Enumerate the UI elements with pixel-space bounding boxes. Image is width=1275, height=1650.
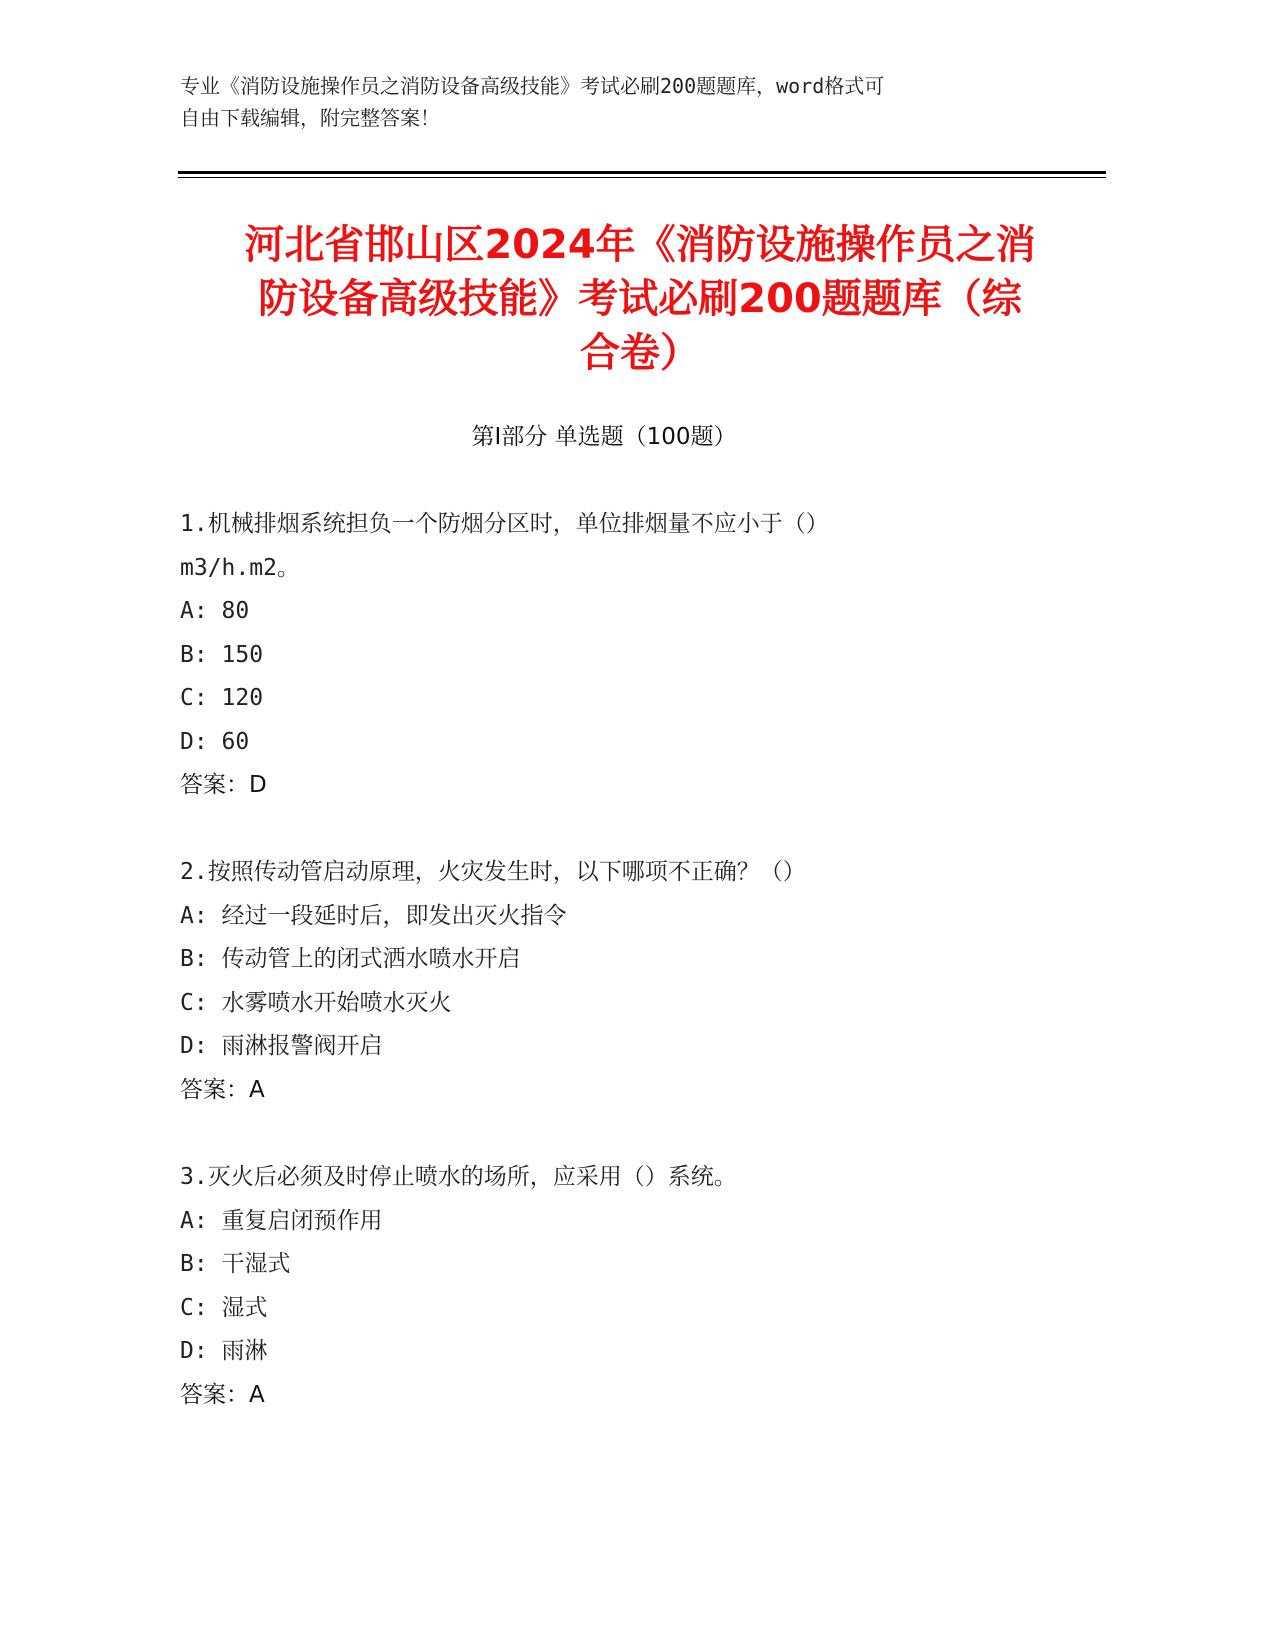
option-d: D: 60 [180, 728, 250, 755]
option-b: B: 150 [180, 641, 264, 668]
document-title [160, 218, 1120, 380]
answer: 答案：A [180, 1381, 265, 1408]
option-d: D: 雨淋 [180, 1338, 268, 1364]
header-note [180, 70, 1080, 134]
question-stem: 3.灭火后必须及时停止喷水的场所，应采用（）系统。 [180, 1164, 737, 1190]
option-a: A: 经过一段延时后，即发出灭火指令 [180, 902, 567, 929]
title-line-2: 防设备高级技能》考试必刷200题题库（综 [258, 276, 1022, 322]
question-stem: 1.机械排烟系统担负一个防烟分区时，单位排烟量不应小于（） [180, 511, 829, 537]
header-note-line-1: 专业《消防设施操作员之消防设备高级技能》考试必刷200题题库，word格式可 [180, 74, 885, 98]
option-c: C: 水雾喷水开始喷水灭火 [180, 989, 452, 1016]
option-d: D: 雨淋报警阀开启 [180, 1033, 383, 1059]
header-note-line-2: 自由下载编辑，附完整答案！ [180, 106, 440, 130]
option-b: B: 传动管上的闭式洒水喷水开启 [180, 946, 521, 972]
question-stem: 2.按照传动管启动原理，火灾发生时，以下哪项不正确？（） [180, 859, 806, 885]
header-divider-thin [178, 177, 1106, 178]
option-c: C: 120 [180, 685, 264, 711]
option-a: A: 重复启闭预作用 [180, 1207, 383, 1234]
section-title: 第Ⅰ部分 单选题（100题） [471, 424, 737, 450]
title-line-1: 河北省邯山区2024年《消防设施操作员之消 [244, 222, 1036, 268]
question-1 [180, 503, 1080, 808]
option-a: A: 80 [180, 598, 250, 624]
answer: 答案：A [180, 1076, 265, 1103]
question-2 [180, 851, 1080, 1112]
question-3 [180, 1156, 1080, 1417]
title-line-3: 合卷） [580, 330, 700, 376]
answer: 答案：D [180, 772, 267, 798]
option-c: C: 湿式 [180, 1294, 268, 1321]
header-divider-thick [178, 171, 1106, 174]
question-stem-continued: m3/h.m2。 [180, 554, 300, 581]
option-b: B: 干湿式 [180, 1251, 291, 1277]
